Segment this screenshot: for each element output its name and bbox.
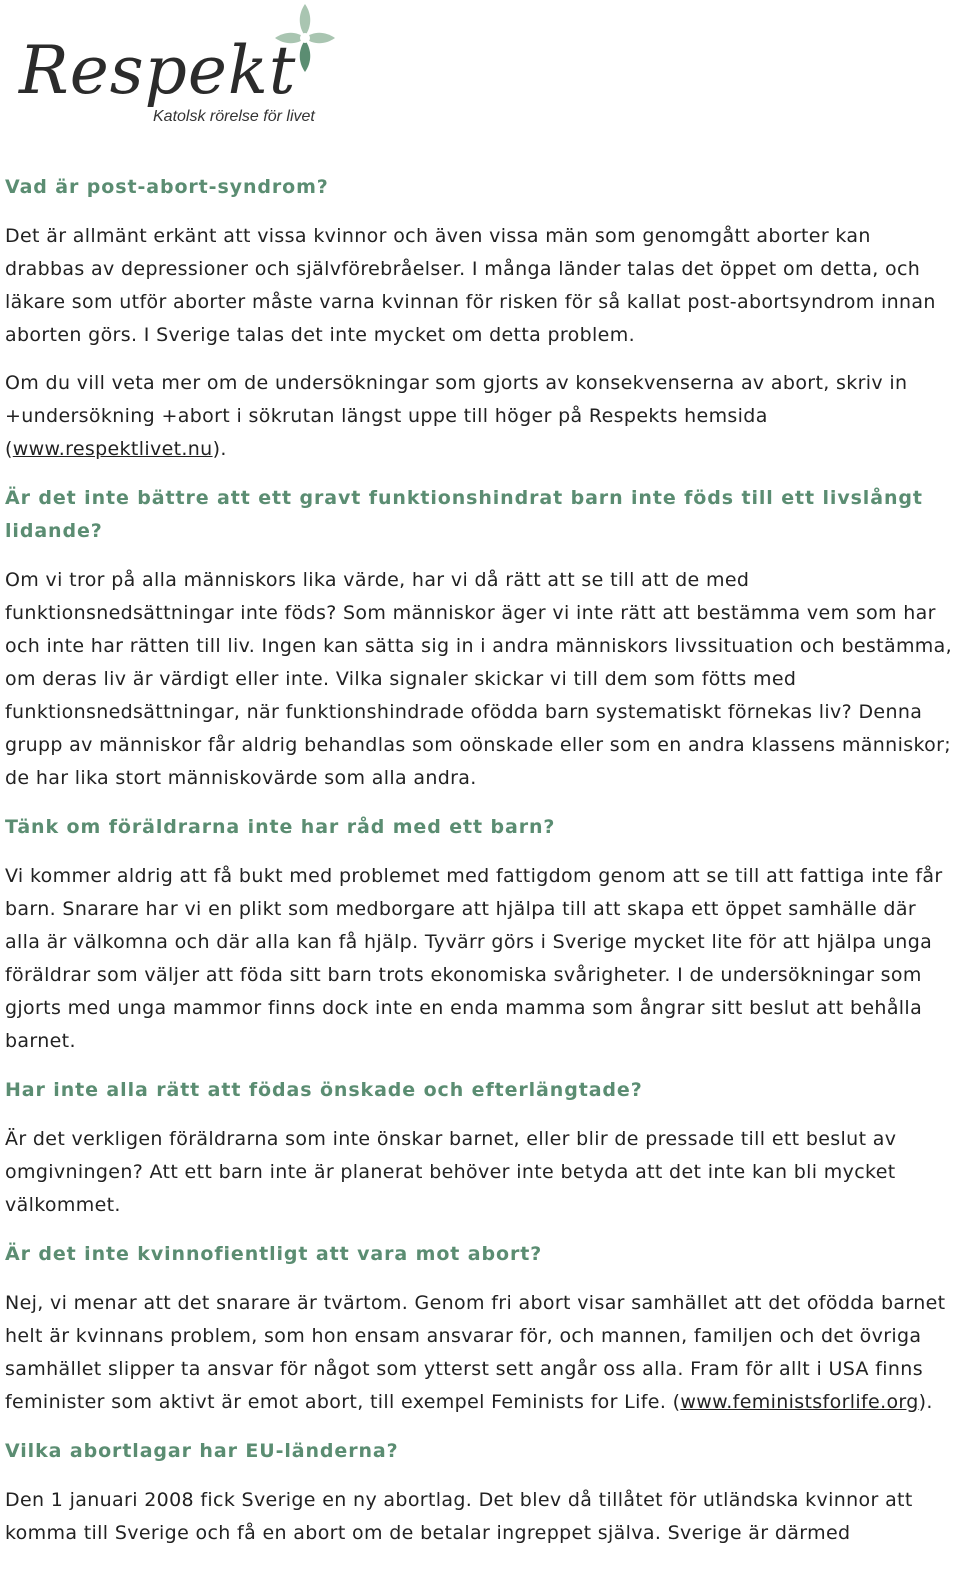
paragraph [5,367,955,466]
section-heading: Har inte alla rätt att födas önskade och efterlängtade? [5,1079,643,1101]
section-heading: Är det inte kvinnofientligt att vara mot abort? [5,1243,543,1265]
paragraph: Det är allmänt erkänt att vissa kvinnor och även vissa män som genomgått aborter kan drabbas av depressioner och självförebråelser. I många länder talas det öppet om detta, och läkare som utför aborter måste varna kvinnan för risken för så kallat post-abortsyndrom innan aborten görs. I Sverige talas det inte mycket om detta problem. [5,225,936,346]
paragraph: Är det verkligen föräldrarna som inte önskar barnet, eller blir de pressade till ett beslut av omgivningen? Att ett barn inte är planerat behöver inte betyda att det inte kan bli mycket välkommet. [5,1128,897,1216]
paragraph [5,1287,955,1419]
respekt-logo [5,0,365,140]
section-heading: Vilka abortlagar har EU-länderna? [5,1440,399,1462]
paragraph: Om vi tror på alla människors lika värde, har vi då rätt att se till att de med funktionsnedsättningar inte föds? Som människor äger vi inte rätt att bestämma vem som har och inte har rätten till liv. Ingen kan sätta sig in i andra människors livssituation och bestämma, om deras liv är värdigt eller inte. Vilka signaler skickar vi till dem som fötts med funktionsnedsättningar, när funktionshindrade ofödda barn systematiskt förnekas liv? Denna grupp av människor får aldrig behandlas som oönskade eller som en andra klassens människor; de har lika stort människovärde som alla andra. [5,569,953,789]
paragraph-text: ). [212,438,227,460]
logo-wordmark: Respekt [19,32,297,109]
paragraph-text: Nej, vi menar att det snarare är tvärtom. Genom fri abort visar samhället att det ofödda barnet helt är kvinnans problem, som hon ensam ansvarar för, och mannen, familjen och det övriga samhället slipper ta ansvar för något som ytterst sett angår oss alla. Fram för allt i USA finns feminister som aktivt är emot abort, till exempel Feminists for Life. ( [5,1292,946,1413]
paragraph-text: ). [918,1391,933,1413]
section-heading: Är det inte bättre att ett gravt funktionshindrat barn inte föds till ett livslångt lidande? [5,487,923,542]
respektlivet-link[interactable]: www.respektlivet.nu [12,438,213,460]
paragraph-text: Om du vill veta mer om de undersökningar som gjorts av konsekvenserna av abort, skriv in +undersökning +abort i sökrutan längst uppe till höger på Respekts hemsida ( [5,372,908,460]
logo-tagline: Katolsk rörelse för livet [153,108,315,125]
section-heading: Tänk om föräldrarna inte har råd med ett barn? [5,816,556,838]
feministsforlife-link[interactable]: www.feministsforlife.org [680,1391,919,1413]
paragraph: Den 1 januari 2008 fick Sverige en ny abortlag. Det blev då tillåtet för utländska kvinnor att komma till Sverige och få en abort om de betalar ingreppet själva. Sverige är därmed [5,1489,913,1544]
document-page [5,0,955,1550]
section-heading: Vad är post-abort-syndrom? [5,176,329,198]
paragraph: Vi kommer aldrig att få bukt med problemet med fattigdom genom att se till att fattiga inte får barn. Snarare har vi en plikt som medborgare att hjälpa till att skapa ett öppet samhälle där alla är välkomna och där alla kan få hjälp. Tyvärr görs i Sverige mycket lite för att hjälpa unga föräldrar som väljer att föda sitt barn trots ekonomiska svårigheter. I de undersökningar som gjorts med unga mammor finns dock inte en enda mamma som ångrar sitt beslut att behålla barnet. [5,865,943,1052]
